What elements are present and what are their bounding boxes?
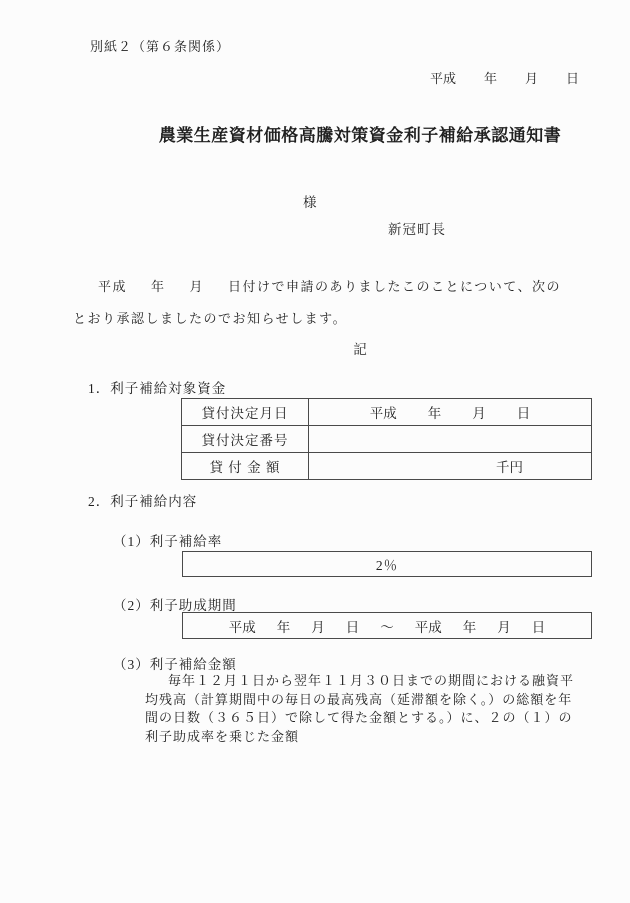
body-date-month-label: 月: [189, 279, 205, 294]
subsidy-amount-description: [145, 672, 597, 746]
row-label: 貸付決定番号: [182, 426, 309, 452]
subsidy-period-label: （2）利子助成期間: [113, 598, 237, 613]
description-line: 間の日数（３６５日）で除して得た金額とする。）に、２の（１）の: [145, 710, 573, 725]
subsidy-rate-box: 2％: [182, 551, 592, 577]
period-start-day-label: 日: [345, 619, 360, 635]
table-row-loan-amount: [182, 452, 591, 479]
subsidy-period-box: [182, 612, 592, 639]
row-label: 貸 付 金 額: [182, 453, 309, 479]
body-line-2: とおり承認しましたのでお知らせします。: [73, 311, 348, 326]
date-era: 平成: [430, 71, 457, 86]
period-start-year-label: 年: [276, 619, 291, 635]
document-date: [430, 68, 579, 87]
period-start-era: 平成: [228, 619, 256, 635]
description-line: 均残高（計算期間中の毎日の最高残高（延滞額を除く。）の総額を年: [145, 691, 573, 707]
row-value: [309, 426, 591, 452]
section-1-heading: 1．利子補給対象資金: [88, 381, 227, 396]
loan-date-month-label: 月: [472, 406, 486, 421]
row-label: 貸付決定月日: [182, 399, 309, 425]
subsidy-amount-label: （3）利子補給金額: [113, 657, 237, 672]
date-year-label: 年: [484, 71, 498, 86]
loan-table: [181, 398, 592, 480]
row-value: 千円: [496, 460, 523, 475]
body-date-era: 平成: [98, 279, 128, 294]
period-end-day-label: 日: [531, 619, 546, 635]
body-sentence-start: 日付けで申請のありましたこのことについて、次の: [228, 279, 562, 294]
body-text: [73, 276, 593, 327]
loan-date-era: 平成: [369, 406, 397, 421]
loan-date-year-label: 年: [427, 406, 442, 421]
date-month-label: 月: [525, 71, 539, 86]
addressee-honorific: 様: [303, 195, 317, 210]
period-end-month-label: 月: [497, 619, 511, 635]
period-end-era: 平成: [414, 619, 442, 635]
row-value: [309, 399, 591, 425]
period-start-month-label: 月: [311, 619, 325, 635]
description-line: 利子助成率を乗じた金額: [145, 728, 300, 744]
table-row-loan-decision-number: [182, 425, 591, 452]
subsidy-rate-label: （1）利子補給率: [113, 534, 223, 549]
table-row-loan-decision-date: [182, 399, 591, 425]
loan-date-day-label: 日: [516, 406, 531, 421]
section-2-heading: 2．利子補給内容: [88, 494, 198, 509]
body-date-year-label: 年: [151, 279, 166, 294]
description-line: 毎年１２月１日から翌年１１月３０日までの期間における融資平: [168, 673, 575, 688]
date-day-label: 日: [566, 71, 580, 86]
document-title: 農業生産資材価格高騰対策資金利子補給承認通知書: [158, 126, 562, 145]
ki-marker: 記: [353, 342, 367, 357]
period-tilde-separator: ～: [380, 619, 394, 635]
sender-name: 新冠町長: [388, 222, 446, 237]
attachment-label: 別紙２（第６条関係）: [90, 39, 231, 54]
period-end-year-label: 年: [462, 619, 477, 635]
body-line-1: [73, 276, 593, 295]
